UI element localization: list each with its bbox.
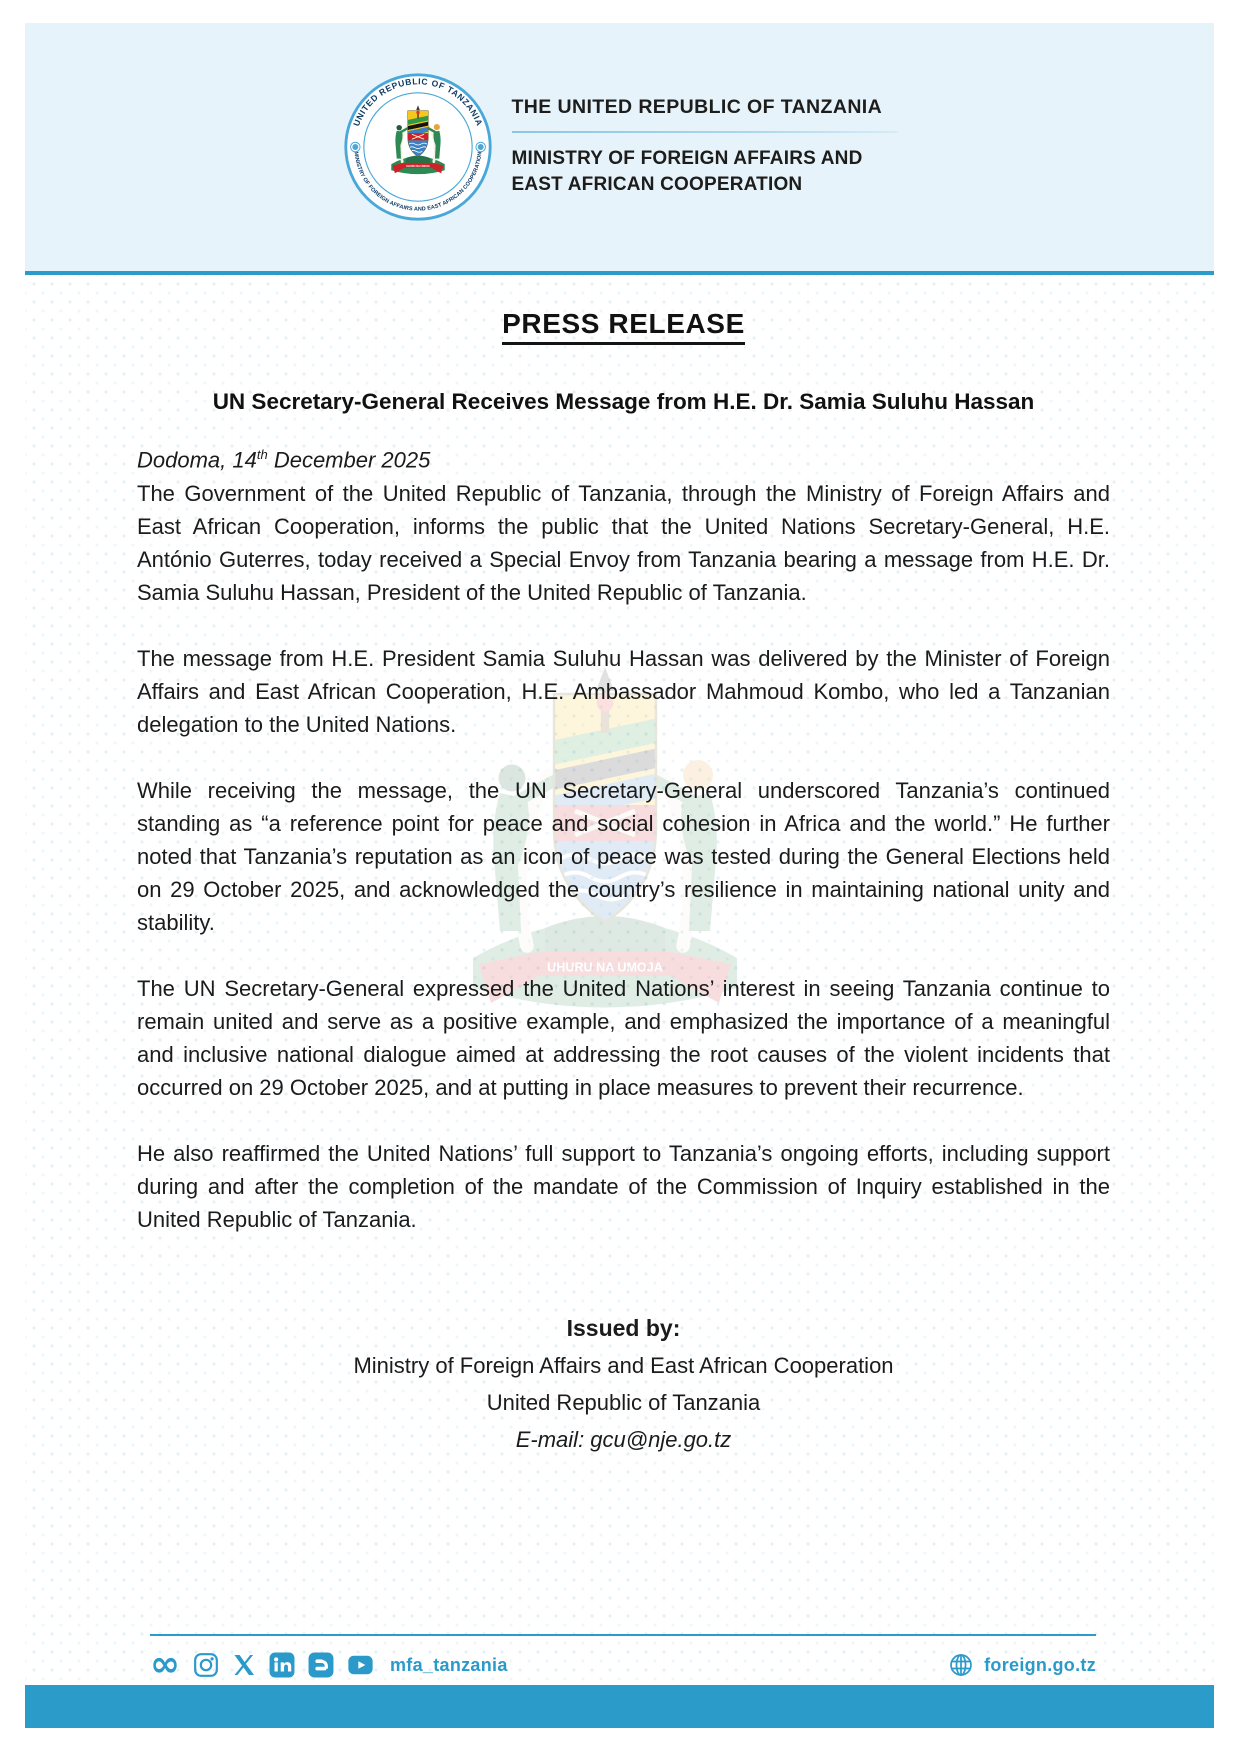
social-handle: mfa_tanzania bbox=[390, 1654, 508, 1675]
header-ministry-line2: EAST AFRICAN COOPERATION bbox=[511, 174, 803, 195]
header-country-line: THE UNITED REPUBLIC OF TANZANIA bbox=[511, 96, 883, 118]
dateline-ordinal: th bbox=[256, 447, 268, 462]
instagram-icon bbox=[193, 1652, 219, 1678]
header bbox=[25, 23, 1214, 275]
globe-separator-left-icon bbox=[350, 142, 360, 152]
issued-by-label: Issued by: bbox=[566, 1315, 681, 1342]
issued-by-email: E-mail: gcu@nje.go.tz bbox=[515, 1427, 732, 1453]
dateline bbox=[137, 447, 1110, 473]
issued-by-country: United Republic of Tanzania bbox=[486, 1390, 761, 1416]
footer-divider bbox=[150, 1634, 1096, 1636]
seal-ring-text-bottom: MINISTRY OF FOREIGN AFFAIRS AND EAST AFRICAN COOPERATION bbox=[352, 151, 483, 213]
body-paragraph-3: While receiving the message, the UN Secretary-General underscored Tanzania’s continued standing as “a reference point for peace and social cohesion in Africa and the world.” He further noted that Tanzania’s reputation as an icon of peace was tested during the General Elections held on 29 October 2025, and acknowledged the country’s resilience in maintaining national unity and stability. bbox=[137, 778, 1110, 936]
issued-by-org: Ministry of Foreign Affairs and East African Cooperation bbox=[353, 1353, 894, 1379]
globe-icon bbox=[948, 1652, 974, 1678]
header-ministry-line1: MINISTRY OF FOREIGN AFFAIRS AND bbox=[511, 148, 863, 169]
x-icon bbox=[232, 1653, 256, 1677]
issued-by-block bbox=[137, 1310, 1110, 1458]
youtube-icon bbox=[347, 1652, 374, 1678]
footer-bar bbox=[25, 1685, 1214, 1728]
dateline-prefix: Dodoma, 14 bbox=[137, 447, 257, 473]
header-title-block bbox=[512, 96, 898, 198]
body-paragraph-4: The UN Secretary-General expressed the United Nations’ interest in seeing Tanzania continue to remain united and serve as a positive example, and emphasized the importance of a meaningful and inclusive national dialogue aimed at addressing the root causes of the violent incidents that occurred on 29 October 2025, and at putting in place measures to prevent their recurrence. bbox=[137, 976, 1110, 1101]
body-paragraph-5: He also reaffirmed the United Nations’ full support to Tanzania’s ongoing efforts, including support during and after the completion of the mandate of the Commission of Inquiry established in the United Republic of Tanzania. bbox=[137, 1141, 1110, 1233]
press-release-content bbox=[137, 308, 1110, 1458]
linkedin-icon bbox=[269, 1652, 295, 1678]
website-link bbox=[948, 1652, 1096, 1678]
meta-icon: ∞ bbox=[150, 1644, 180, 1685]
header-divider bbox=[512, 131, 898, 133]
dateline-suffix: December 2025 bbox=[267, 447, 431, 473]
blogger-icon bbox=[308, 1652, 334, 1678]
release-subtitle: UN Secretary-General Receives Message from H.E. Dr. Samia Suluhu Hassan bbox=[212, 389, 1035, 414]
body-paragraph-2: The message from H.E. President Samia Suluhu Hassan was delivered by the Minister of Foreign Affairs and East African Cooperation, H.E. Ambassador Mahmoud Kombo, who led a Tanzanian delegation to the United Nations. bbox=[137, 646, 1110, 738]
page-title: PRESS RELEASE bbox=[502, 308, 745, 345]
body-paragraph-1: The Government of the United Republic of Tanzania, through the Ministry of Foreign Affairs and East African Cooperation, informs the public that the United Nations Secretary-General, H.E. António Guterres, today received a Special Envoy from Tanzania bearing a message from H.E. Dr. Samia Suluhu Hassan, President of the United Republic of Tanzania. bbox=[137, 481, 1110, 606]
globe-separator-right-icon bbox=[475, 142, 485, 152]
seal-ring-text-top: UNITED REPUBLIC OF TANZANIA bbox=[350, 76, 485, 128]
document-body bbox=[25, 275, 1214, 1728]
footer bbox=[150, 1644, 1096, 1685]
social-links bbox=[150, 1644, 508, 1685]
website-text: foreign.go.tz bbox=[984, 1654, 1096, 1675]
ministry-seal-logo bbox=[342, 71, 494, 223]
